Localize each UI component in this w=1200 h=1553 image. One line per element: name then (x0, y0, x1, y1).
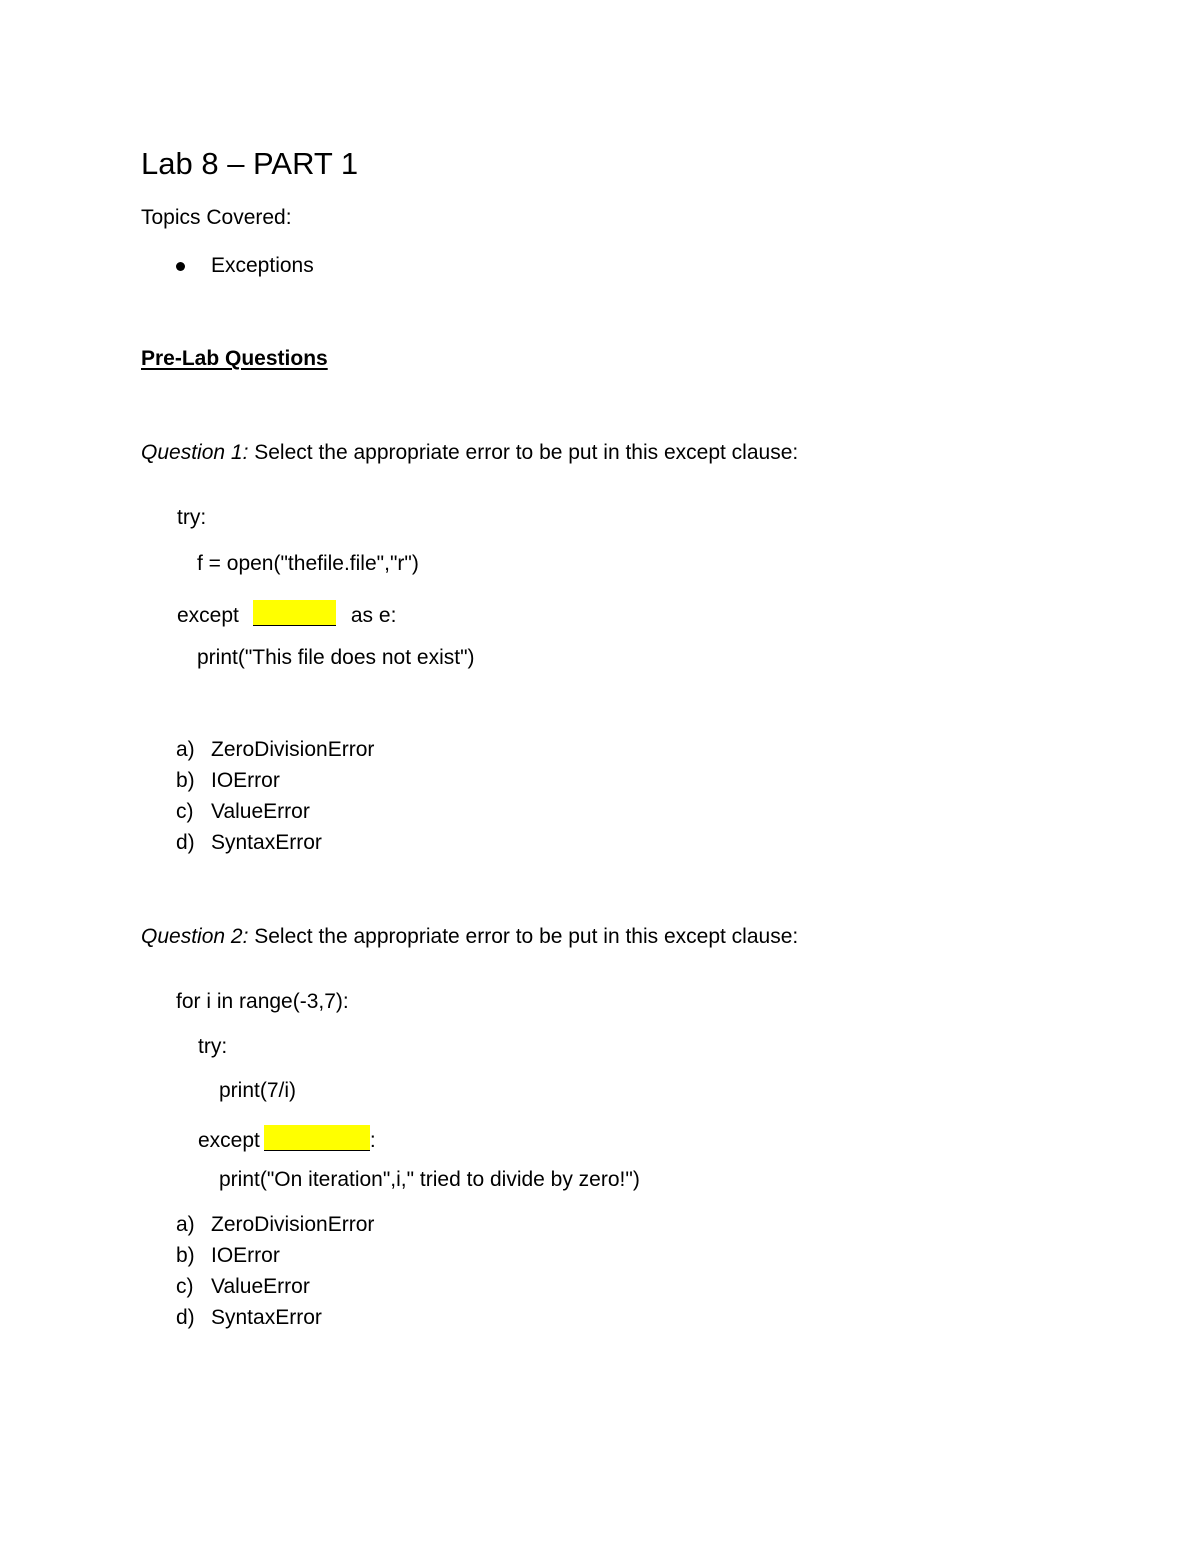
option-letter: c) (176, 800, 194, 823)
option-letter: d) (176, 831, 195, 854)
q1-code-line-4: print("This file does not exist") (197, 646, 475, 669)
option-letter: c) (176, 1275, 194, 1298)
q2-option-a (176, 1214, 374, 1235)
q2-option-d (176, 1307, 322, 1328)
option-text: SyntaxError (211, 831, 322, 854)
question-1-label: Question 1: (141, 441, 249, 464)
page-title: Lab 8 – PART 1 (141, 146, 359, 181)
q2-code-line-1: for i in range(-3,7): (176, 990, 349, 1013)
q1-option-a (176, 739, 374, 760)
option-text: IOError (211, 769, 280, 792)
option-letter: a) (176, 738, 195, 761)
option-letter: b) (176, 1244, 195, 1267)
q2-code-line-2: try: (198, 1035, 228, 1058)
option-text: ZeroDivisionError (211, 1213, 375, 1236)
q1-code-line-3 (177, 600, 396, 626)
option-letter: a) (176, 1213, 195, 1236)
q2-option-c (176, 1276, 310, 1297)
option-letter: b) (176, 769, 195, 792)
q1-code-line-2: f = open("thefile.file","r") (197, 552, 419, 575)
q1-answer-blank (253, 600, 336, 626)
question-2-text: Select the appropriate error to be put in this except clause: (248, 925, 799, 948)
q2-except-keyword: except (198, 1129, 260, 1152)
q1-option-c (176, 801, 310, 822)
q2-option-b (176, 1245, 280, 1266)
option-letter: d) (176, 1306, 195, 1329)
section-heading: Pre-Lab Questions (141, 347, 328, 370)
topics-label: Topics Covered: (141, 206, 292, 229)
q2-code-line-5: print("On iteration",i," tried to divide by zero!") (219, 1168, 640, 1191)
option-text: ValueError (211, 1275, 310, 1298)
q1-option-b (176, 770, 280, 791)
option-text: ValueError (211, 800, 310, 823)
question-1-prompt (141, 442, 798, 463)
option-text: IOError (211, 1244, 280, 1267)
q2-code-line-4 (198, 1125, 376, 1151)
q2-except-tail: : (369, 1129, 376, 1152)
option-text: SyntaxError (211, 1306, 322, 1329)
topic-item: Exceptions (211, 254, 314, 277)
question-2-prompt (141, 926, 798, 947)
q1-code-line-1: try: (177, 506, 207, 529)
option-text: ZeroDivisionError (211, 738, 375, 761)
question-1-text: Select the appropriate error to be put in this except clause: (248, 441, 799, 464)
q1-except-keyword: except (177, 604, 239, 627)
q2-code-line-3: print(7/i) (219, 1079, 297, 1102)
bullet-icon (176, 262, 185, 271)
q1-option-d (176, 832, 322, 853)
question-2-label: Question 2: (141, 925, 249, 948)
q1-except-tail: as e: (350, 604, 397, 627)
q2-answer-blank (264, 1125, 370, 1151)
